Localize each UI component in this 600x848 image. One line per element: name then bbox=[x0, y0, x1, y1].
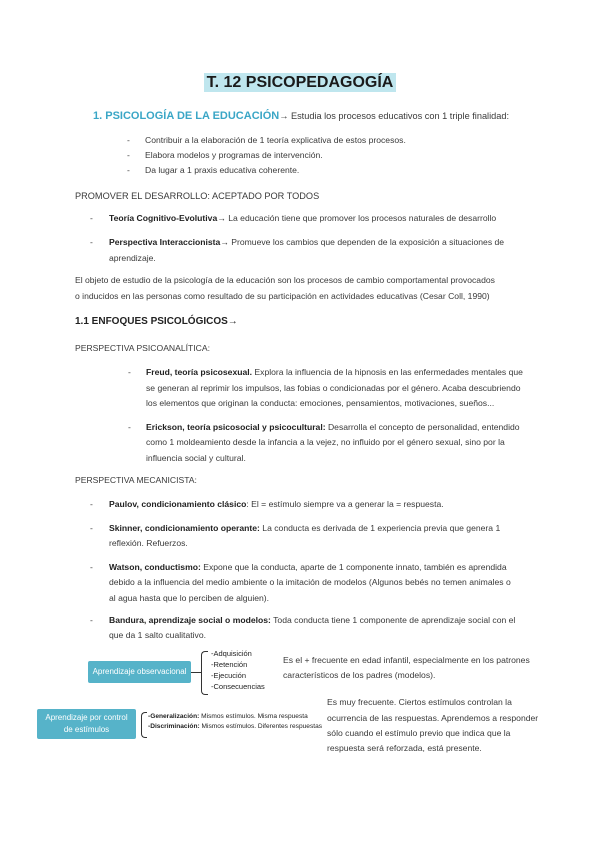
skinner-line: La conducta es derivada de 1 experiencia previa que genera 1 bbox=[259, 523, 501, 533]
objeto-line: o inducidos en las personas como resultado de su participación en actividades educativas (Cesar Coll, 1990) bbox=[75, 291, 490, 301]
observacional-box: Aprendizaje observacional bbox=[88, 661, 191, 683]
dash: - bbox=[90, 213, 93, 223]
section1-heading-text: 1. PSICOLOGÍA DE LA EDUCACIÓN bbox=[93, 110, 280, 122]
disc-bold: -Discriminación: bbox=[148, 723, 200, 730]
dash: - bbox=[128, 367, 131, 377]
freud-line: Explora la influencia de la hipnosis en las enfermedades mentales que bbox=[252, 367, 523, 377]
control-estimulos-l2: de estímulos bbox=[63, 725, 110, 734]
gen-text: Mismos estímulos. Misma respuesta bbox=[199, 713, 308, 720]
control-estimulos-l1: Aprendizaje por control bbox=[45, 713, 128, 722]
mecanicista-heading: PERSPECTIVA MECANICISTA: bbox=[75, 475, 197, 485]
discriminacion-item bbox=[148, 721, 322, 732]
gen-bold: -Generalización: bbox=[148, 713, 200, 720]
promover-item-text: → La educación tiene que promover los procesos naturales de desarrollo bbox=[217, 213, 497, 223]
dash: - bbox=[90, 237, 93, 247]
control-note: ocurrencia de las respuestas. Aprendemos a responder bbox=[327, 713, 539, 723]
skinner-line: reflexión. Refuerzos. bbox=[109, 538, 188, 548]
watson-line: al agua hasta que lo perciben de alguien). bbox=[109, 593, 270, 603]
watson-bold: Watson, conductismo: bbox=[109, 562, 201, 572]
bracket bbox=[141, 712, 147, 738]
promover-item bbox=[109, 234, 504, 250]
bandura-line: Toda conducta tiene 1 componente de aprendizaje social con el bbox=[270, 615, 516, 625]
observacional-note: característicos de los padres (modelos). bbox=[283, 670, 436, 680]
dash: - bbox=[128, 422, 131, 432]
dash: - bbox=[90, 523, 93, 533]
promover-item-bold: Teoría Cognitivo-Evolutiva bbox=[109, 213, 218, 223]
skinner-item bbox=[109, 520, 500, 536]
dash: - bbox=[127, 165, 130, 175]
section1-arrow-text: → Estudia los procesos educativos con 1 triple finalidad: bbox=[279, 111, 510, 121]
dash: - bbox=[90, 562, 93, 572]
freud-item bbox=[146, 364, 523, 380]
observacional-item: -Consecuencias bbox=[211, 682, 265, 691]
observacional-note: Es el + frecuente en edad infantil, especialmente en los patrones bbox=[283, 655, 530, 665]
dash: - bbox=[90, 499, 93, 509]
control-note: Es muy frecuente. Ciertos estímulos controlan la bbox=[327, 697, 512, 707]
promover-item-bold: Perspectiva Interaccionista bbox=[109, 237, 221, 247]
promover-item-cont: aprendizaje. bbox=[109, 253, 156, 263]
freud-bold: Freud, teoría psicosexual. bbox=[146, 367, 253, 377]
skinner-bold: Skinner, condicionamiento operante: bbox=[109, 523, 260, 533]
promover-heading: PROMOVER EL DESARROLLO: ACEPTADO POR TODOS bbox=[75, 191, 320, 201]
list-item: Elabora modelos y programas de intervención. bbox=[145, 150, 323, 160]
bandura-item bbox=[109, 612, 515, 628]
page-title: T. 12 PSICOPEDAGOGÍA bbox=[204, 73, 397, 92]
bracket bbox=[201, 651, 208, 695]
observacional-item: -Retención bbox=[211, 660, 248, 669]
watson-line: Expone que la conducta, aparte de 1 componente innato, también es aprendida bbox=[200, 562, 507, 572]
page-title-wrap bbox=[0, 74, 600, 92]
connector-line bbox=[191, 672, 201, 673]
erickson-line: como 1 moldeamiento desde la infancia a la vejez, no influido por el género sexual, sino por la bbox=[146, 437, 505, 447]
psicoanalitica-heading: PERSPECTIVA PSICOANALÍTICA: bbox=[75, 343, 210, 353]
paulov-text: : El = estímulo siempre va a generar la = respuesta. bbox=[246, 499, 444, 509]
erickson-line: influencia social y cultural. bbox=[146, 453, 246, 463]
erickson-item bbox=[146, 419, 520, 435]
erickson-bold: Erickson, teoría psicosocial y psicocultural: bbox=[146, 422, 326, 432]
erickson-line: Desarrolla el concepto de personalidad, entendido bbox=[325, 422, 520, 432]
list-item: Contribuir a la elaboración de 1 teoría explicativa de estos procesos. bbox=[145, 135, 406, 145]
control-note: sólo cuando el estímulo previo que indica que la bbox=[327, 728, 511, 738]
dash: - bbox=[90, 615, 93, 625]
observacional-item: -Ejecución bbox=[211, 671, 247, 680]
control-note: respuesta será reforzada, está presente. bbox=[327, 743, 482, 753]
bandura-line: que da 1 salto cualitativo. bbox=[109, 630, 206, 640]
bandura-bold: Bandura, aprendizaje social o modelos: bbox=[109, 615, 271, 625]
freud-line: los elementos que originan la conducta: emociones, pensamientos, motivaciones, sueños... bbox=[146, 398, 495, 408]
paulov-item bbox=[109, 496, 444, 512]
section1-heading bbox=[93, 110, 509, 122]
paulov-bold: Paulov, condicionamiento clásico bbox=[109, 499, 247, 509]
enfoques-heading: 1.1 ENFOQUES PSICOLÓGICOS→ bbox=[75, 316, 238, 327]
observacional-item: -Adquisición bbox=[211, 649, 252, 658]
list-item: Da lugar a 1 praxis educativa coherente. bbox=[145, 165, 300, 175]
dash: - bbox=[127, 135, 130, 145]
disc-text: Mismos estímulos. Diferentes respuestas bbox=[199, 723, 323, 730]
dash: - bbox=[127, 150, 130, 160]
freud-line: se generan al reprimir los impulsos, las fobias o condicionadas por el género. Acaba descubriendo bbox=[146, 383, 521, 393]
watson-item bbox=[109, 559, 507, 575]
control-estimulos-box bbox=[37, 709, 136, 739]
watson-line: debido a la influencia del medio ambiente o la imitación de modelos (Algunos bebés no temen animales o bbox=[109, 577, 511, 587]
promover-item-text: → Promueve los cambios que dependen de la exposición a situaciones de bbox=[220, 237, 505, 247]
objeto-line: El objeto de estudio de la psicología de la educación son los procesos de cambio comportamental provocados bbox=[75, 275, 495, 285]
promover-item bbox=[109, 210, 496, 226]
